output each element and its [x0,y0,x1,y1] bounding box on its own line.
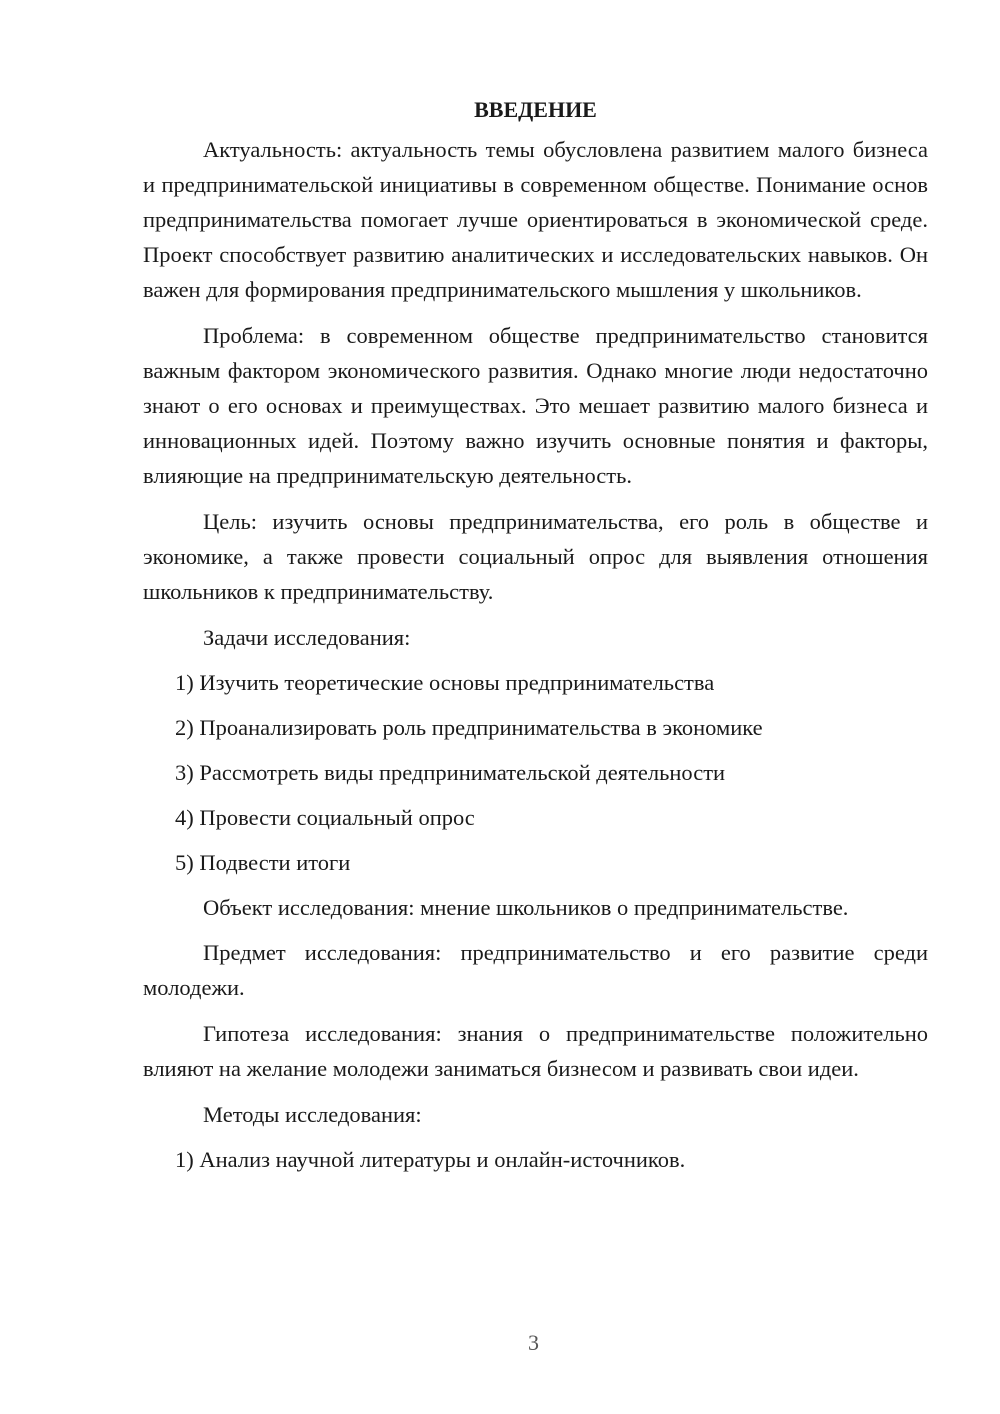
task-item: 3) Рассмотреть виды предпринимательской деятельности [175,760,726,785]
subject-paragraph: Предмет исследования: предпринимательство и его развитие среди молодежи. [143,940,928,1000]
methods-title: Методы исследования: [203,1102,422,1127]
document-page [143,92,928,1187]
page-title: ВВЕДЕНИЕ [474,97,597,122]
task-item: 4) Провести социальный опрос [175,805,475,830]
object-paragraph: Объект исследования: мнение школьников о предпринимательстве. [203,895,849,920]
method-item: 1) Анализ научной литературы и онлайн-источников. [175,1147,686,1172]
task-item: 2) Проанализировать роль предпринимательства в экономике [175,715,763,740]
problem-paragraph: Проблема: в современном обществе предпринимательство становится важным фактором экономического развития. Однако многие люди недостаточно знают о его основах и преимуществах. Это мешает развитию малого бизнеса и инновационных идей. Поэтому важно изучить основные понятия и факторы, влияющие на предпринимательскую деятельность. [143,323,928,488]
hypothesis-paragraph: Гипотеза исследования: знания о предпринимательстве положительно влияют на желание молодежи заниматься бизнесом и развивать свои идеи. [143,1021,928,1081]
task-item: 1) Изучить теоретические основы предпринимательства [175,670,715,695]
page-number: 3 [528,1330,539,1355]
goal-paragraph: Цель: изучить основы предпринимательства, его роль в обществе и экономике, а также провести социальный опрос для выявления отношения школьников к предпринимательству. [143,509,928,604]
task-item: 5) Подвести итоги [175,850,351,875]
tasks-title: Задачи исследования: [203,625,411,650]
relevance-paragraph: Актуальность: актуальность темы обусловлена развитием малого бизнеса и предпринимательской инициативы в современном обществе. Понимание основ предпринимательства помогает лучше ориентироваться в экономической среде. Проект способствует развитию аналитических и исследовательских навыков. Он важен для формирования предпринимательского мышления у школьников. [143,137,928,302]
